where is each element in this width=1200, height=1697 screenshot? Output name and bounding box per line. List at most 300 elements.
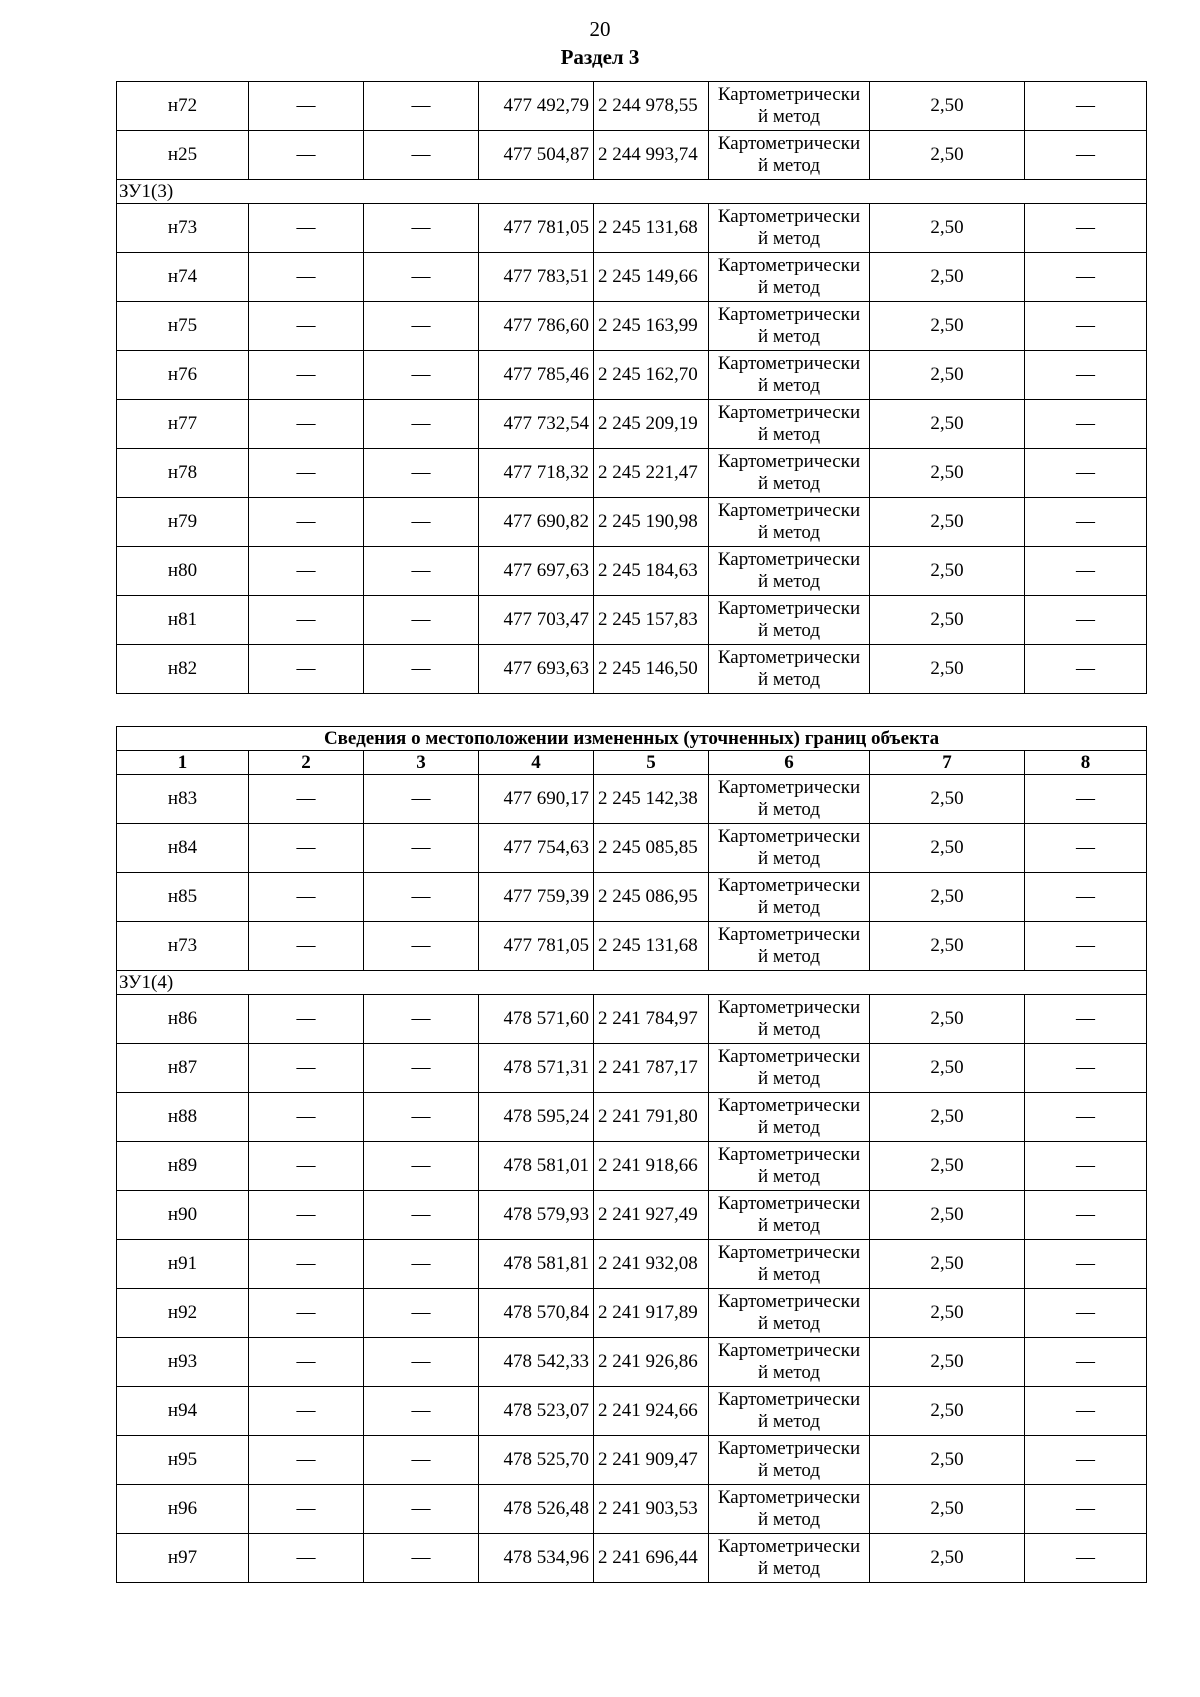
coordinate-y: 2 241 926,86 [594, 1338, 709, 1387]
coordinate-y: 2 245 184,63 [594, 547, 709, 596]
method-cell [709, 1142, 870, 1191]
dash-cell: — [249, 400, 364, 449]
dash-cell: — [249, 131, 364, 180]
accuracy-value: 2,50 [870, 1289, 1025, 1338]
dash-cell: — [364, 1534, 479, 1583]
dash-cell: — [364, 204, 479, 253]
method-cell [709, 645, 870, 694]
dash-cell: — [364, 1485, 479, 1534]
coordinate-x: 478 570,84 [479, 1289, 594, 1338]
coordinate-x: 478 534,96 [479, 1534, 594, 1583]
dash-cell: — [249, 82, 364, 131]
dash-cell: — [364, 1240, 479, 1289]
method-text-line2: й метод [757, 1509, 821, 1530]
coordinate-x: 478 571,60 [479, 995, 594, 1044]
coordinate-y: 2 241 927,49 [594, 1191, 709, 1240]
method-cell [709, 1387, 870, 1436]
method-text-line2: й метод [757, 1117, 821, 1138]
point-id: н80 [117, 547, 249, 596]
method-text-line2: й метод [757, 1558, 821, 1579]
dash-cell: — [364, 131, 479, 180]
table-row [117, 449, 1147, 498]
coordinate-x: 477 783,51 [479, 253, 594, 302]
point-id: н74 [117, 253, 249, 302]
coordinate-x: 477 754,63 [479, 824, 594, 873]
dash-cell: — [364, 1338, 479, 1387]
dash-cell: — [1025, 351, 1147, 400]
dash-cell: — [1025, 302, 1147, 351]
table-row [117, 1534, 1147, 1583]
method-text-line1: Картометрически [717, 647, 861, 668]
method-text-line1: Картометрически [717, 1340, 861, 1361]
accuracy-value: 2,50 [870, 645, 1025, 694]
method-cell [709, 131, 870, 180]
method-cell [709, 498, 870, 547]
accuracy-value: 2,50 [870, 1191, 1025, 1240]
method-text-line1: Картометрически [717, 1536, 861, 1557]
accuracy-value: 2,50 [870, 824, 1025, 873]
method-text-line1: Картометрически [717, 304, 861, 325]
accuracy-value: 2,50 [870, 253, 1025, 302]
point-id: н97 [117, 1534, 249, 1583]
method-cell [709, 1338, 870, 1387]
coordinate-y: 2 245 131,68 [594, 922, 709, 971]
coordinate-x: 477 693,63 [479, 645, 594, 694]
coordinate-x: 478 542,33 [479, 1338, 594, 1387]
table-row [117, 351, 1147, 400]
coordinate-y: 2 241 791,80 [594, 1093, 709, 1142]
accuracy-value: 2,50 [870, 498, 1025, 547]
coordinate-x: 477 732,54 [479, 400, 594, 449]
coordinate-y: 2 245 085,85 [594, 824, 709, 873]
dash-cell: — [364, 775, 479, 824]
column-number: 7 [870, 751, 1025, 775]
point-id: н75 [117, 302, 249, 351]
point-id: н88 [117, 1093, 249, 1142]
point-id: н85 [117, 873, 249, 922]
method-cell [709, 449, 870, 498]
dash-cell: — [364, 498, 479, 547]
method-text-line2: й метод [757, 1313, 821, 1334]
point-id: н25 [117, 131, 249, 180]
coordinate-x: 478 579,93 [479, 1191, 594, 1240]
group-row [117, 180, 1147, 204]
coordinate-y: 2 245 086,95 [594, 873, 709, 922]
method-cell [709, 302, 870, 351]
accuracy-value: 2,50 [870, 873, 1025, 922]
point-id: н77 [117, 400, 249, 449]
point-id: н83 [117, 775, 249, 824]
dash-cell: — [1025, 775, 1147, 824]
method-cell [709, 1093, 870, 1142]
method-text-line2: й метод [757, 946, 821, 967]
dash-cell: — [364, 1044, 479, 1093]
coordinate-y: 2 245 209,19 [594, 400, 709, 449]
method-text-line2: й метод [757, 375, 821, 396]
method-text-line1: Картометрически [717, 1438, 861, 1459]
coordinate-y: 2 241 787,17 [594, 1044, 709, 1093]
dash-cell: — [249, 922, 364, 971]
accuracy-value: 2,50 [870, 1093, 1025, 1142]
coordinate-x: 477 690,82 [479, 498, 594, 547]
accuracy-value: 2,50 [870, 204, 1025, 253]
dash-cell: — [364, 922, 479, 971]
coordinate-y: 2 245 190,98 [594, 498, 709, 547]
coordinate-y: 2 241 903,53 [594, 1485, 709, 1534]
coordinate-x: 478 581,81 [479, 1240, 594, 1289]
method-text-line1: Картометрически [717, 84, 861, 105]
accuracy-value: 2,50 [870, 1338, 1025, 1387]
dash-cell: — [1025, 1142, 1147, 1191]
method-text-line1: Картометрически [717, 402, 861, 423]
dash-cell: — [364, 873, 479, 922]
method-text-line2: й метод [757, 1019, 821, 1040]
dash-cell: — [1025, 922, 1147, 971]
accuracy-value: 2,50 [870, 1436, 1025, 1485]
section-title: Раздел 3 [560, 45, 640, 69]
dash-cell: — [1025, 1436, 1147, 1485]
table-row [117, 253, 1147, 302]
coordinate-x: 478 525,70 [479, 1436, 594, 1485]
table-row [117, 1142, 1147, 1191]
method-text-line1: Картометрически [717, 875, 861, 896]
column-number: 2 [249, 751, 364, 775]
table-row [117, 1289, 1147, 1338]
method-text-line1: Картометрически [717, 353, 861, 374]
table-row [117, 131, 1147, 180]
table-row [117, 1485, 1147, 1534]
dash-cell: — [364, 824, 479, 873]
coordinate-x: 477 690,17 [479, 775, 594, 824]
coordinate-y: 2 245 149,66 [594, 253, 709, 302]
group-label: ЗУ1(4) [117, 971, 1147, 995]
method-text-line1: Картометрически [717, 133, 861, 154]
coordinate-y: 2 245 142,38 [594, 775, 709, 824]
coordinate-y: 2 245 157,83 [594, 596, 709, 645]
method-text-line2: й метод [757, 326, 821, 347]
dash-cell: — [364, 253, 479, 302]
method-text-line2: й метод [757, 1460, 821, 1481]
group-row [117, 971, 1147, 995]
dash-cell: — [364, 1387, 479, 1436]
table-row [117, 82, 1147, 131]
method-text-line2: й метод [757, 1166, 821, 1187]
dash-cell: — [1025, 1289, 1147, 1338]
table-row [117, 775, 1147, 824]
dash-cell: — [1025, 400, 1147, 449]
method-cell [709, 824, 870, 873]
method-cell [709, 922, 870, 971]
dash-cell: — [364, 645, 479, 694]
point-id: н86 [117, 995, 249, 1044]
accuracy-value: 2,50 [870, 1044, 1025, 1093]
dash-cell: — [364, 1436, 479, 1485]
table-row [117, 204, 1147, 253]
accuracy-value: 2,50 [870, 449, 1025, 498]
column-number: 6 [709, 751, 870, 775]
point-id: н82 [117, 645, 249, 694]
table-row [117, 1387, 1147, 1436]
dash-cell: — [1025, 1534, 1147, 1583]
page-number: 20 [589, 17, 611, 41]
dash-cell: — [249, 1044, 364, 1093]
point-id: н81 [117, 596, 249, 645]
point-id: н89 [117, 1142, 249, 1191]
dash-cell: — [249, 995, 364, 1044]
dash-cell: — [364, 82, 479, 131]
method-text-line2: й метод [757, 799, 821, 820]
method-cell [709, 204, 870, 253]
method-text-line2: й метод [757, 1264, 821, 1285]
method-text-line1: Картометрически [717, 826, 861, 847]
column-number: 4 [479, 751, 594, 775]
coordinate-x: 477 703,47 [479, 596, 594, 645]
accuracy-value: 2,50 [870, 400, 1025, 449]
method-cell [709, 1485, 870, 1534]
accuracy-value: 2,50 [870, 1485, 1025, 1534]
dash-cell: — [249, 1534, 364, 1583]
dash-cell: — [249, 1289, 364, 1338]
column-number: 1 [117, 751, 249, 775]
dash-cell: — [364, 1289, 479, 1338]
coordinate-y: 2 244 993,74 [594, 131, 709, 180]
method-text-line2: й метод [757, 424, 821, 445]
coordinate-x: 478 581,01 [479, 1142, 594, 1191]
method-text-line1: Картометрически [717, 1291, 861, 1312]
dash-cell: — [249, 204, 364, 253]
method-text-line1: Картометрически [717, 1046, 861, 1067]
column-number: 5 [594, 751, 709, 775]
dash-cell: — [249, 302, 364, 351]
group-label: ЗУ1(3) [117, 180, 1147, 204]
point-id: н73 [117, 922, 249, 971]
dash-cell: — [1025, 873, 1147, 922]
point-id: н90 [117, 1191, 249, 1240]
coordinate-x: 477 781,05 [479, 922, 594, 971]
coordinate-y: 2 245 131,68 [594, 204, 709, 253]
dash-cell: — [1025, 449, 1147, 498]
dash-cell: — [1025, 498, 1147, 547]
method-cell [709, 596, 870, 645]
method-cell [709, 995, 870, 1044]
dash-cell: — [1025, 204, 1147, 253]
dash-cell: — [249, 351, 364, 400]
method-text-line2: й метод [757, 1068, 821, 1089]
dash-cell: — [249, 775, 364, 824]
method-text-line1: Картометрически [717, 1193, 861, 1214]
accuracy-value: 2,50 [870, 1240, 1025, 1289]
method-text-line1: Картометрически [717, 1095, 861, 1116]
dash-cell: — [249, 1240, 364, 1289]
dash-cell: — [1025, 824, 1147, 873]
accuracy-value: 2,50 [870, 1387, 1025, 1436]
dash-cell: — [249, 596, 364, 645]
method-text-line2: й метод [757, 155, 821, 176]
coordinate-y: 2 245 146,50 [594, 645, 709, 694]
method-cell [709, 775, 870, 824]
method-text-line1: Картометрически [717, 924, 861, 945]
method-text-line2: й метод [757, 1362, 821, 1383]
coordinate-y: 2 241 932,08 [594, 1240, 709, 1289]
method-text-line1: Картометрически [717, 1242, 861, 1263]
dash-cell: — [249, 253, 364, 302]
method-text-line2: й метод [757, 571, 821, 592]
table-row [117, 1093, 1147, 1142]
dash-cell: — [364, 449, 479, 498]
method-cell [709, 1044, 870, 1093]
method-text-line2: й метод [757, 1411, 821, 1432]
point-id: н84 [117, 824, 249, 873]
method-text-line1: Картометрически [717, 777, 861, 798]
dash-cell: — [364, 596, 479, 645]
dash-cell: — [1025, 1240, 1147, 1289]
table-caption: Сведения о местоположении измененных (уточненных) границ объекта [117, 727, 1147, 751]
dash-cell: — [1025, 1044, 1147, 1093]
method-text-line2: й метод [757, 473, 821, 494]
coordinate-y: 2 241 924,66 [594, 1387, 709, 1436]
dash-cell: — [249, 645, 364, 694]
table-row [117, 302, 1147, 351]
method-text-line1: Картометрически [717, 1389, 861, 1410]
coordinate-x: 477 718,32 [479, 449, 594, 498]
dash-cell: — [249, 1338, 364, 1387]
dash-cell: — [249, 1387, 364, 1436]
dash-cell: — [249, 1436, 364, 1485]
dash-cell: — [1025, 131, 1147, 180]
point-id: н91 [117, 1240, 249, 1289]
coordinate-x: 477 492,79 [479, 82, 594, 131]
method-text-line2: й метод [757, 620, 821, 641]
table-row [117, 1436, 1147, 1485]
accuracy-value: 2,50 [870, 82, 1025, 131]
coordinate-y: 2 241 918,66 [594, 1142, 709, 1191]
method-cell [709, 873, 870, 922]
method-text-line1: Картометрически [717, 255, 861, 276]
dash-cell: — [1025, 1093, 1147, 1142]
dash-cell: — [364, 547, 479, 596]
column-numbers-row [117, 751, 1147, 775]
accuracy-value: 2,50 [870, 922, 1025, 971]
dash-cell: — [364, 351, 479, 400]
point-id: н87 [117, 1044, 249, 1093]
method-text-line1: Картометрически [717, 206, 861, 227]
coordinate-x: 477 504,87 [479, 131, 594, 180]
point-id: н93 [117, 1338, 249, 1387]
dash-cell: — [249, 873, 364, 922]
method-cell [709, 1534, 870, 1583]
accuracy-value: 2,50 [870, 1534, 1025, 1583]
table-row [117, 922, 1147, 971]
dash-cell: — [1025, 1191, 1147, 1240]
coordinate-x: 477 781,05 [479, 204, 594, 253]
method-cell [709, 82, 870, 131]
coordinates-table-body [117, 82, 1147, 694]
accuracy-value: 2,50 [870, 995, 1025, 1044]
table-row [117, 1044, 1147, 1093]
dash-cell: — [1025, 995, 1147, 1044]
dash-cell: — [1025, 1387, 1147, 1436]
method-text-line2: й метод [757, 848, 821, 869]
method-text-line2: й метод [757, 228, 821, 249]
dash-cell: — [249, 498, 364, 547]
point-id: н72 [117, 82, 249, 131]
coordinate-x: 477 786,60 [479, 302, 594, 351]
accuracy-value: 2,50 [870, 351, 1025, 400]
table-row [117, 1191, 1147, 1240]
coordinate-y: 2 245 163,99 [594, 302, 709, 351]
coordinate-y: 2 244 978,55 [594, 82, 709, 131]
table-row [117, 1338, 1147, 1387]
method-cell [709, 1240, 870, 1289]
method-cell [709, 1289, 870, 1338]
dash-cell: — [364, 400, 479, 449]
table-row [117, 498, 1147, 547]
dash-cell: — [1025, 596, 1147, 645]
coordinate-y: 2 245 221,47 [594, 449, 709, 498]
dash-cell: — [1025, 1338, 1147, 1387]
point-id: н95 [117, 1436, 249, 1485]
method-cell [709, 253, 870, 302]
coordinate-y: 2 241 696,44 [594, 1534, 709, 1583]
point-id: н76 [117, 351, 249, 400]
coordinate-x: 477 697,63 [479, 547, 594, 596]
method-text-line1: Картометрически [717, 598, 861, 619]
point-id: н96 [117, 1485, 249, 1534]
dash-cell: — [364, 302, 479, 351]
accuracy-value: 2,50 [870, 302, 1025, 351]
method-text-line2: й метод [757, 1215, 821, 1236]
point-id: н92 [117, 1289, 249, 1338]
point-id: н79 [117, 498, 249, 547]
method-text-line2: й метод [757, 277, 821, 298]
method-text-line2: й метод [757, 669, 821, 690]
dash-cell: — [364, 1093, 479, 1142]
coordinate-x: 478 523,07 [479, 1387, 594, 1436]
dash-cell: — [364, 995, 479, 1044]
dash-cell: — [249, 824, 364, 873]
dash-cell: — [249, 1191, 364, 1240]
table-row [117, 995, 1147, 1044]
dash-cell: — [1025, 253, 1147, 302]
accuracy-value: 2,50 [870, 131, 1025, 180]
method-cell [709, 400, 870, 449]
accuracy-value: 2,50 [870, 775, 1025, 824]
coordinate-y: 2 241 909,47 [594, 1436, 709, 1485]
method-text-line2: й метод [757, 522, 821, 543]
coordinate-x: 478 571,31 [479, 1044, 594, 1093]
table-row [117, 873, 1147, 922]
changed-boundaries-table [116, 726, 1147, 1583]
accuracy-value: 2,50 [870, 596, 1025, 645]
coordinate-x: 477 785,46 [479, 351, 594, 400]
coordinate-y: 2 241 917,89 [594, 1289, 709, 1338]
method-cell [709, 351, 870, 400]
coordinate-y: 2 245 162,70 [594, 351, 709, 400]
table-row [117, 400, 1147, 449]
dash-cell: — [249, 1093, 364, 1142]
coordinate-x: 478 595,24 [479, 1093, 594, 1142]
coordinates-table-continued [116, 81, 1147, 694]
dash-cell: — [249, 1142, 364, 1191]
method-cell [709, 1436, 870, 1485]
dash-cell: — [249, 449, 364, 498]
accuracy-value: 2,50 [870, 1142, 1025, 1191]
method-text-line2: й метод [757, 897, 821, 918]
method-text-line1: Картометрически [717, 500, 861, 521]
dash-cell: — [364, 1191, 479, 1240]
dash-cell: — [249, 1485, 364, 1534]
table-row [117, 824, 1147, 873]
